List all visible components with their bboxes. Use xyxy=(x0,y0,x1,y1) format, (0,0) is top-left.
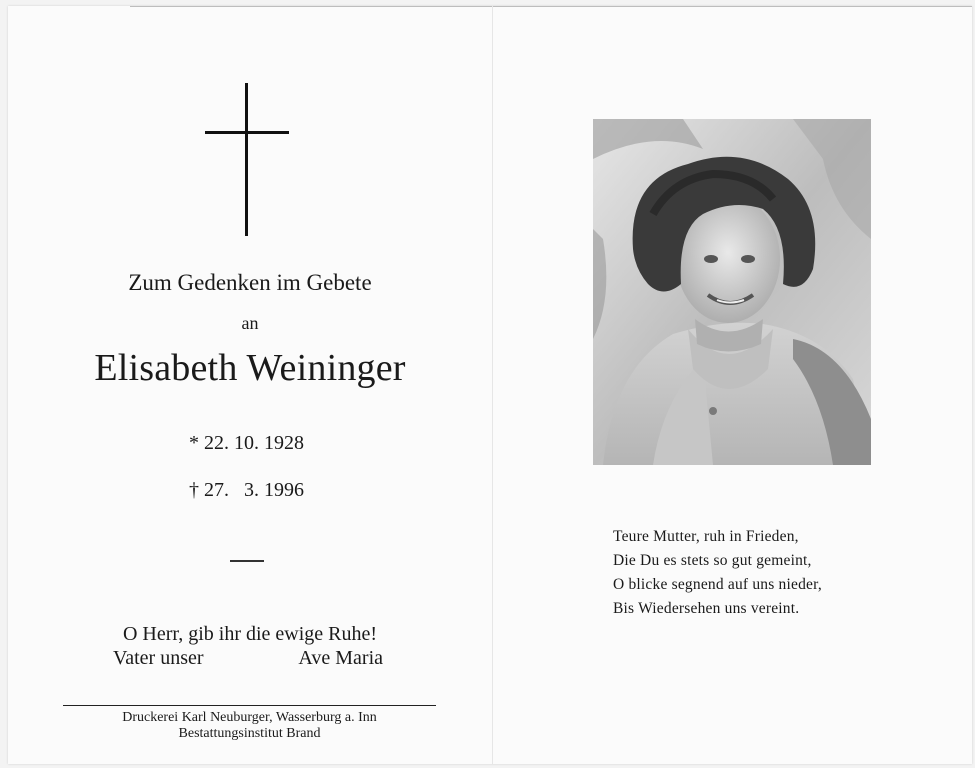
poem-line: Die Du es stets so gut gemeint, xyxy=(613,552,812,569)
right-panel xyxy=(493,6,972,764)
poem-line: O blicke segnend auf uns nieder, xyxy=(613,576,822,593)
deceased-name: Elisabeth Weininger xyxy=(94,347,406,389)
printer-credit xyxy=(63,710,436,742)
divider-dash xyxy=(230,560,264,562)
portrait-photo xyxy=(593,119,871,465)
death-date: † 27. 3. 1996 xyxy=(189,479,304,501)
prayer-ave-maria: Ave Maria xyxy=(298,647,383,669)
birth-date: * 22. 10. 1928 xyxy=(189,432,304,454)
footer-rule xyxy=(63,705,436,706)
funeral-home-line: Bestattungsinstitut Brand xyxy=(178,726,321,741)
poem-line: Teure Mutter, ruh in Frieden, xyxy=(613,528,799,545)
printer-line: Druckerei Karl Neuburger, Wasserburg a. Inn xyxy=(122,710,377,725)
prayer-vater-unser: Vater unser xyxy=(113,647,204,669)
memorial-heading: Zum Gedenken im Gebete xyxy=(128,270,372,295)
poem-line: Bis Wiedersehen uns vereint. xyxy=(613,600,800,617)
poem xyxy=(613,525,822,621)
prayer-line: O Herr, gib ihr die ewige Ruhe! xyxy=(122,623,378,645)
prayer-names xyxy=(113,647,383,670)
preposition: an xyxy=(241,313,259,333)
cross-icon xyxy=(205,83,289,236)
left-panel xyxy=(8,6,492,764)
